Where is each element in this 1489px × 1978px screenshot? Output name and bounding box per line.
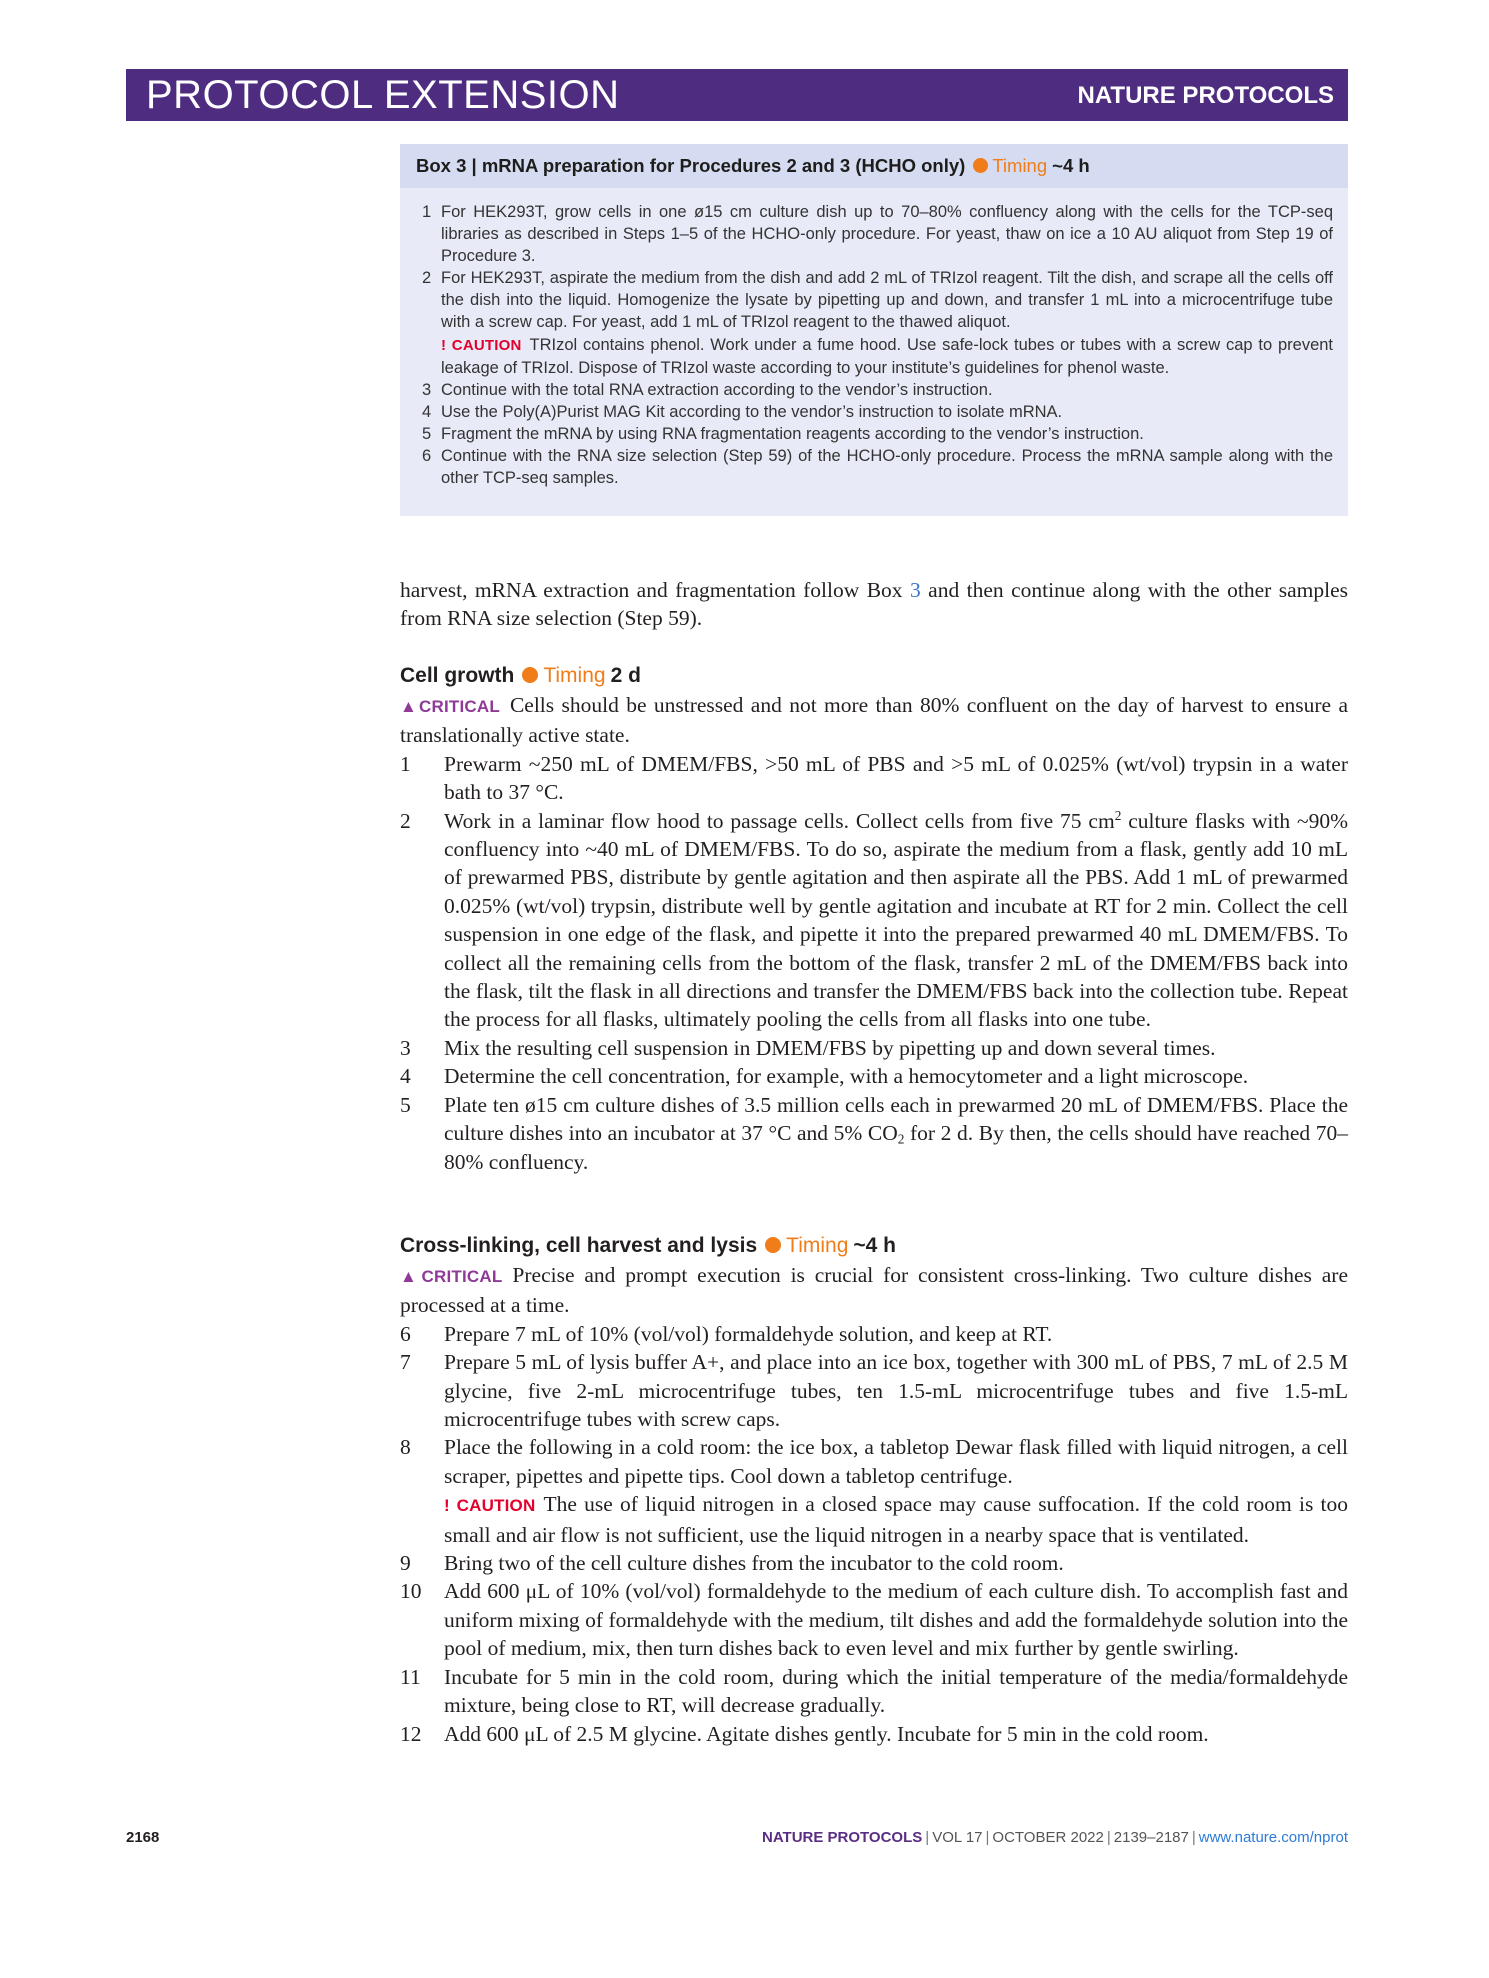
step-number: 6 (400, 1321, 411, 1346)
box-header (400, 144, 1348, 188)
step-number: 4 (400, 1064, 411, 1089)
section-title: Cell growth (400, 664, 515, 687)
item-text: For HEK293T, aspirate the medium from the dish and add 2 mL of TRIzol reagent. Tilt the dish, and scrape all the cells off the dish into the liquid. Homogenize the lysate by pipetting up and down, and transfer 1 mL into a microcentrifuge tube with a screw cap. For yeast, add 1 mL of TRIzol reagent to the thawed aliquot. (441, 269, 1333, 332)
step-text (444, 807, 1348, 1034)
timing-value: 2 d (610, 664, 641, 687)
item-text: Use the Poly(A)Purist MAG Kit according to the vendor’s instruction to isolate mRNA. (441, 402, 1063, 421)
step-number: 8 (400, 1435, 411, 1460)
procedure-step (400, 750, 1348, 807)
step-number: 7 (400, 1350, 411, 1375)
critical-label: ▲CRITICAL (400, 1267, 503, 1286)
item-text: Fragment the mRNA by using RNA fragmentation reagents according to the vendor’s instruction. (441, 424, 1144, 443)
timing-value: ~4 h (853, 1234, 896, 1257)
section-body (400, 691, 1348, 1176)
step-text (444, 1091, 1348, 1176)
section-cross-linking (400, 1231, 1348, 1748)
list-item (422, 401, 1333, 423)
caution-text: TRIzol contains phenol. Work under a fume hood. Use safe-lock tubes or tubes with a screw cap to prevent leakage of TRIzol. Dispose of TRIzol waste according to your institute’s guidelines for phenol waste. (441, 335, 1334, 377)
critical-note (400, 1261, 1348, 1320)
caution-note (441, 334, 1333, 379)
procedure-step (400, 1062, 1348, 1090)
step-body (444, 1433, 1348, 1549)
procedure-step (400, 1433, 1348, 1549)
step-text: Bring two of the cell culture dishes from the incubator to the cold room. (444, 1551, 1064, 1576)
list-item (422, 445, 1333, 489)
section-title: Cross-linking, cell harvest and lysis (400, 1234, 758, 1257)
footer-date: OCTOBER 2022 (992, 1829, 1104, 1846)
caution-label: ! CAUTION (444, 1496, 536, 1516)
step-text: Add 600 μL of 10% (vol/vol) formaldehyde to the medium of each culture dish. To accomplish fast and uniform mixing of formaldehyde with the medium, tilt dishes and add the formaldehyde solution into the pool of medium, mix, then turn dishes back to even level and mix further by gentle swirling. (444, 1579, 1348, 1661)
item-number: 1 (422, 203, 432, 221)
article-type-label: PROTOCOL EXTENSION (146, 73, 620, 117)
step-text: Incubate for 5 min in the cold room, during which the initial temperature of the media/formaldehyde mixture, being close to RT, will decrease gradually. (444, 1664, 1348, 1718)
step-number: 1 (400, 751, 411, 776)
superscript: 2 (1114, 807, 1122, 823)
footer-pages: 2139–2187 (1113, 1829, 1189, 1846)
timing-label: Timing (543, 664, 606, 687)
step-text: Mix the resulting cell suspension in DMEM/FBS by pipetting up and down several times. (444, 1035, 1216, 1060)
section-body (400, 1261, 1348, 1748)
step-text-part: for 2 d. By then, the cells should have reached 70–80% confluency. (444, 1121, 1348, 1174)
critical-text: Cells should be unstressed and not more than 80% confluent on the day of harvest to ensure a translationally active state. (400, 693, 1348, 748)
footer-journal: NATURE PROTOCOLS (761, 1829, 923, 1846)
timing-dot-icon (765, 1237, 781, 1253)
page-number: 2168 (126, 1829, 160, 1846)
timing-dot-icon (973, 158, 988, 173)
item-text: Continue with the RNA size selection (Step 59) of the HCHO-only procedure. Process the mRNA sample along with the other TCP-seq samples. (441, 447, 1333, 488)
list-item (422, 201, 1333, 267)
caution-note (444, 1490, 1348, 1549)
step-number: 3 (400, 1035, 411, 1060)
item-text: Continue with the total RNA extraction according to the vendor’s instruction. (441, 380, 993, 399)
procedure-step (400, 1091, 1348, 1176)
item-body (441, 267, 1333, 378)
procedure-step (400, 1577, 1348, 1662)
critical-text: Precise and prompt execution is crucial for consistent cross-linking. Two culture dishes are processed at a time. (400, 1263, 1349, 1318)
step-text-part: Plate ten ø15 cm culture dishes of 3.5 million cells each in prewarmed 20 mL of DMEM/FBS. Place the culture dishes into an incubator at 37 °C and 5% CO (444, 1092, 1348, 1146)
step-number: 10 (400, 1579, 422, 1604)
header-bar (126, 69, 1348, 121)
footer-separator: | (925, 1829, 930, 1846)
step-text: Add 600 μL of 2.5 M glycine. Agitate dishes gently. Incubate for 5 min in the cold room. (444, 1721, 1209, 1746)
box-title: Box 3 | mRNA preparation for Procedures 2 and 3 (HCHO only) (416, 155, 966, 176)
procedure-step (400, 1720, 1348, 1748)
footer-separator: | (1191, 1829, 1196, 1846)
procedure-step (400, 1320, 1348, 1348)
footer-separator: | (985, 1829, 990, 1846)
step-text-part: Work in a laminar flow hood to passage cells. Collect cells from five 75 cm (444, 808, 1115, 833)
list-item (422, 379, 1333, 401)
box-3 (400, 144, 1348, 516)
timing-label: Timing (786, 1234, 849, 1257)
step-number: 11 (400, 1664, 421, 1689)
footer-volume: VOL 17 (932, 1829, 983, 1846)
step-number: 2 (400, 808, 411, 833)
journal-name: NATURE PROTOCOLS (1077, 82, 1334, 109)
intro-paragraph (400, 576, 1348, 633)
item-number: 6 (422, 447, 432, 466)
intro-text-before: harvest, mRNA extraction and fragmentation follow Box (400, 578, 910, 602)
step-text: Place the following in a cold room: the ice box, a tabletop Dewar flask filled with liquid nitrogen, a cell scraper, pipettes and pipette tips. Cool down a tabletop centrifuge. (444, 1435, 1348, 1488)
timing-dot-icon (522, 667, 538, 683)
procedure-step (400, 1348, 1348, 1433)
procedure-step (400, 1549, 1348, 1577)
step-number: 5 (400, 1092, 411, 1117)
step-text: Prepare 7 mL of 10% (vol/vol) formaldehyde solution, and keep at RT. (444, 1321, 1053, 1346)
procedure-step (400, 1034, 1348, 1062)
box-list (422, 201, 1333, 489)
box-reference-link[interactable]: 3 (909, 578, 921, 602)
critical-label: ▲CRITICAL (400, 697, 500, 716)
step-text: Prepare 5 mL of lysis buffer A+, and place into an ice box, together with 300 mL of PBS, 7 mL of 2.5 M glycine, five 2-mL microcentrifuge tubes, ten 1.5-mL microcentrifuge tubes and five 1.5-mL microcentrifuge tubes with screw caps. (444, 1350, 1348, 1432)
critical-note (400, 691, 1348, 750)
step-number: 12 (400, 1721, 422, 1746)
list-item (422, 267, 1333, 378)
step-number: 9 (400, 1551, 411, 1576)
procedure-step (400, 807, 1348, 1034)
section-heading (400, 661, 1348, 691)
section-heading (400, 1231, 1348, 1261)
step-text-part: culture flasks with ~90% confluency into ~40 mL of DMEM/FBS. To do so, aspirate the medium from a flask, gently add 10 mL of prewarmed PBS, distribute by gentle agitation and then aspirate all the PBS. Add 1 mL of prewarmed 0.025% (wt/vol) trypsin, distribute well by gentle agitation and incubate at RT for 2 min. Collect the cell suspension in one edge of the flask, and pipette it into the prepared prewarmed 40 mL DMEM/FBS. To collect all the remaining cells from the bottom of the flask, transfer 2 mL of the DMEM/FBS back into the flask, tilt the flask in all directions and transfer the DMEM/FBS back into the collection tube. Repeat the process for all flasks, ultimately pooling the cells from all flasks into one tube. (444, 808, 1348, 1032)
procedure-step (400, 1663, 1348, 1720)
timing-label: Timing (992, 155, 1048, 176)
caution-label: ! CAUTION (441, 336, 522, 354)
item-number: 5 (422, 424, 432, 443)
footer-citation (762, 1828, 1348, 1848)
item-number: 4 (422, 402, 432, 421)
step-text: Determine the cell concentration, for example, with a hemocytometer and a light microscope. (444, 1064, 1249, 1089)
subscript: 2 (897, 1131, 905, 1147)
step-text: Prewarm ~250 mL of DMEM/FBS, >50 mL of PBS and >5 mL of 0.025% (wt/vol) trypsin in a water bath to 37 °C. (444, 751, 1348, 805)
item-number: 3 (422, 380, 432, 399)
item-text: For HEK293T, grow cells in one ø15 cm culture dish up to 70–80% confluency along with the cells for the TCP-seq libraries as described in Steps 1–5 of the HCHO-only procedure. For yeast, thaw on ice a 10 AU aliquot from Step 19 of Procedure 3. (441, 203, 1333, 266)
caution-text: The use of liquid nitrogen in a closed space may cause suffocation. If the cold room is too small and air flow is not sufficient, use the liquid nitrogen in a nearby space that is ventilated. (444, 1492, 1348, 1547)
footer-url-link[interactable]: www.nature.com/nprot (1198, 1829, 1348, 1846)
footer-separator: | (1106, 1829, 1111, 1846)
timing-value: ~4 h (1052, 155, 1090, 176)
intro-text-after: and then continue along with the other samples from RNA size selection (Step 59). (400, 578, 1348, 631)
list-item (422, 423, 1333, 445)
item-number: 2 (422, 269, 432, 288)
section-cell-growth (400, 661, 1348, 1176)
